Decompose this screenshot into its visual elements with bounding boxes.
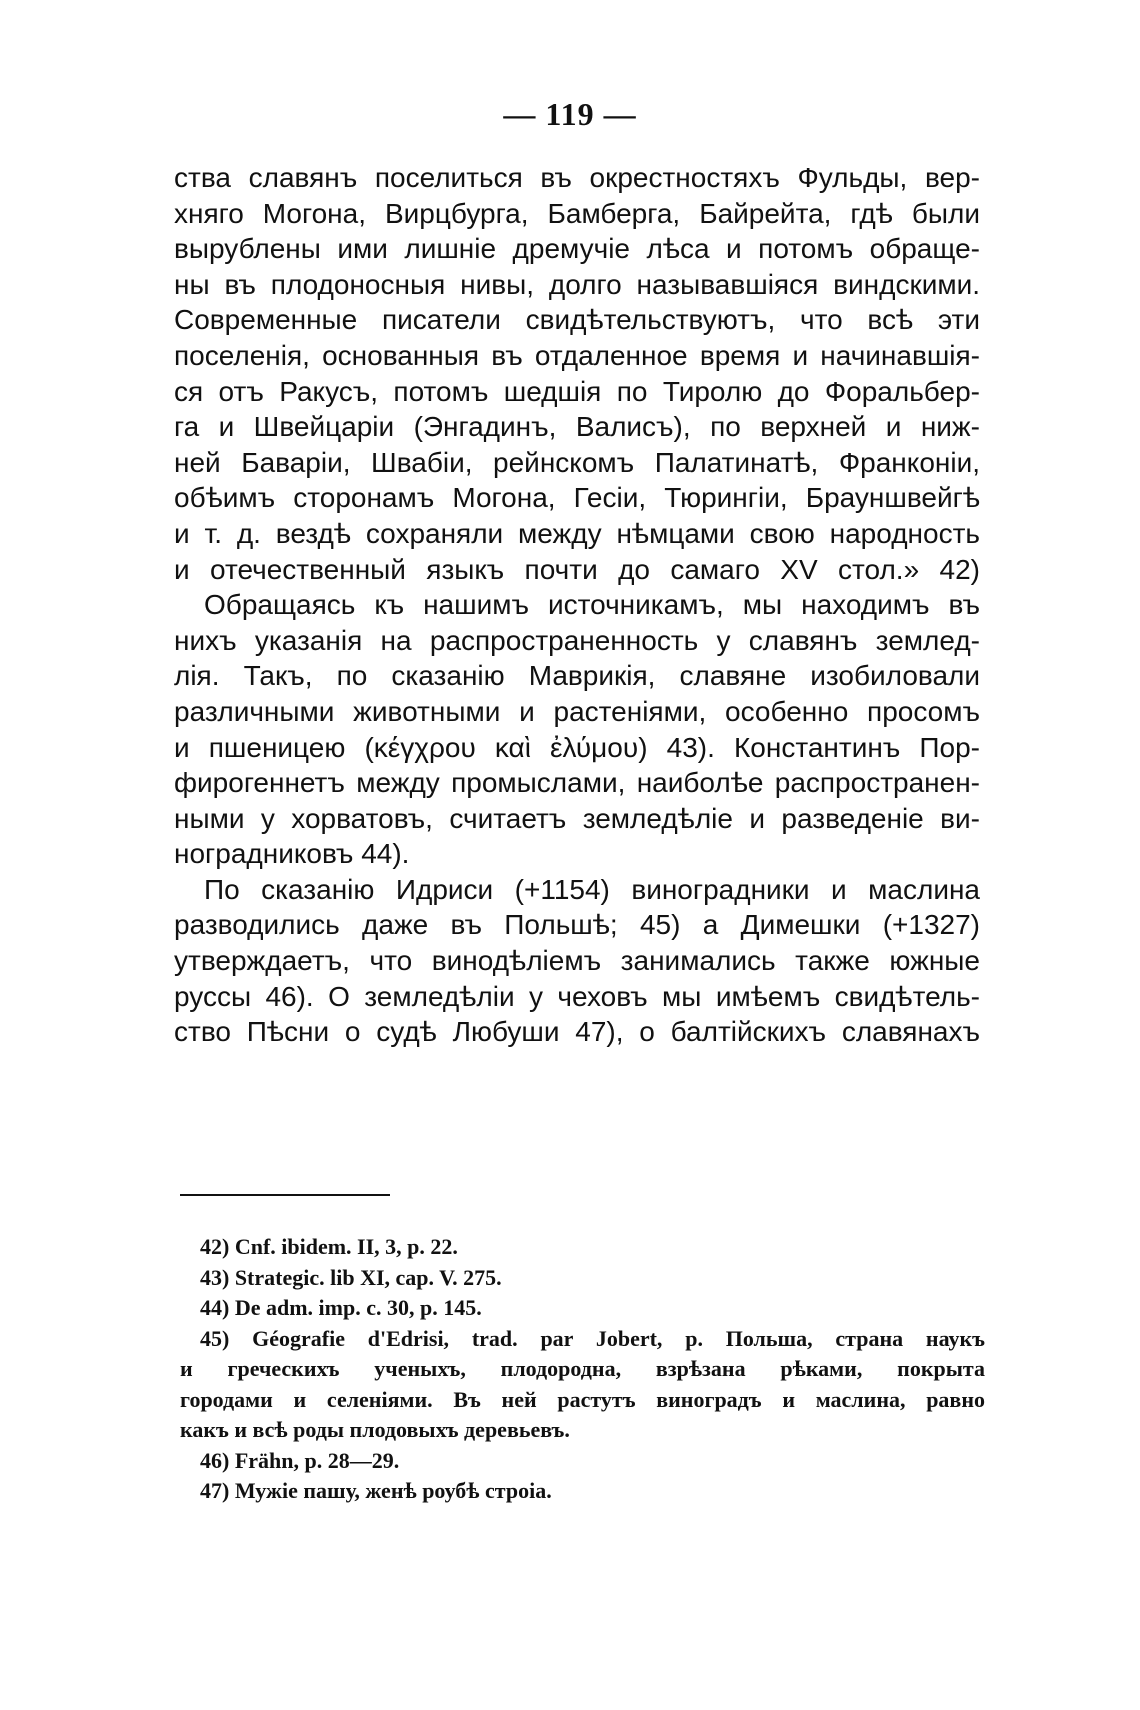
footnote-line: и греческихъ ученыхъ, плодородна, взрѣзана рѣками, покрыта: [180, 1356, 985, 1381]
footnote-line: 43) Strategic. lib XI, cap. V. 275.: [200, 1264, 502, 1290]
body-line: ны въ плодоносныя нивы, долго называвшіяся виндскими.: [174, 268, 980, 300]
body-line: ства славянъ поселиться въ окрестностяхъ Фульды, вер-: [174, 162, 980, 193]
main-text: [174, 160, 980, 1050]
footnote-divider: [180, 1194, 390, 1196]
footnote-line: 45) Géografie d'Edrisi, trad. par Jobert, p. Польша, страна наукъ: [200, 1325, 985, 1351]
body-line: различными животными и растеніями, особенно просомъ: [174, 695, 980, 727]
footnote-line: городами и селеніями. Въ ней растутъ виноградъ и маслина, равно: [180, 1386, 985, 1412]
body-line: и пшеницею (κέγχρου καὶ ἐλύμου) 43). Константинъ Пор-: [174, 731, 980, 763]
footnote-line: 46) Frähn, p. 28—29.: [200, 1447, 400, 1473]
body-line: нихъ указанія на распространенность у славянъ землед-: [174, 624, 980, 656]
body-line: лія. Такъ, по сказанію Маврикія, славяне изобиловали: [174, 660, 980, 692]
body-line: руссы 46). О земледѣліи у чеховъ мы имѣемъ свидѣтель-: [174, 980, 980, 1012]
body-line: утверждаетъ, что винодѣліемъ занимались также южные: [174, 945, 980, 977]
body-line: фирогеннетъ между промыслами, наиболѣе распространен-: [174, 767, 980, 799]
body-line: хняго Могона, Вирцбурга, Бамберга, Байрейта, гдѣ были: [174, 197, 980, 229]
footnotes: [180, 1232, 985, 1507]
footnote-line: 47) Мужіе пашу, женѣ роубѣ строіа.: [200, 1478, 552, 1503]
body-line: разводились даже въ Польшѣ; 45) а Димешки (+1327): [174, 909, 980, 941]
body-line: ней Баваріи, Швабіи, рейнскомъ Палатинатѣ, Франконіи,: [174, 446, 980, 478]
footnote-line: 42) Cnf. ibidem. II, 3, p. 22.: [200, 1234, 458, 1259]
page-number: — 119 —: [503, 96, 637, 132]
body-line: По сказанію Идриси (+1154) виноградники и маслина: [204, 873, 980, 905]
body-line: вырублены ими лишніе дремучіе лѣса и потомъ обраще-: [174, 233, 980, 265]
body-line: и отечественный языкъ почти до самаго XV стол.» 42): [174, 553, 980, 585]
footnote-line: какъ и всѣ роды плодовыхъ деревьевъ.: [180, 1417, 570, 1442]
body-line: и т. д. вездѣ сохраняли между нѣмцами свою народность: [174, 517, 980, 549]
body-line: обѣимъ сторонамъ Могона, Гесіи, Тюрингіи, Брауншвейгѣ: [174, 482, 980, 514]
body-line: га и Швейцаріи (Энгадинъ, Валисъ), по верхней и ниж-: [174, 411, 980, 443]
body-line: Современные писатели свидѣтельствуютъ, что всѣ эти: [174, 304, 980, 336]
body-line: ся отъ Ракусъ, потомъ шедшія по Тиролю до Форальбер-: [174, 375, 980, 407]
body-line: поселенія, основанныя въ отдаленное время и начинавшія-: [174, 339, 980, 371]
body-line: ными у хорватовъ, считаетъ земледѣліе и разведеніе ви-: [174, 802, 980, 834]
body-line: Обращаясь къ нашимъ источникамъ, мы находимъ въ: [204, 589, 980, 621]
body-line: ноградниковъ 44).: [174, 838, 410, 870]
footnote-line: 44) De adm. imp. c. 30, p. 145.: [200, 1295, 482, 1320]
body-line: ство Пѣсни о судѣ Любуши 47), о балтійскихъ славянахъ: [174, 1016, 980, 1048]
